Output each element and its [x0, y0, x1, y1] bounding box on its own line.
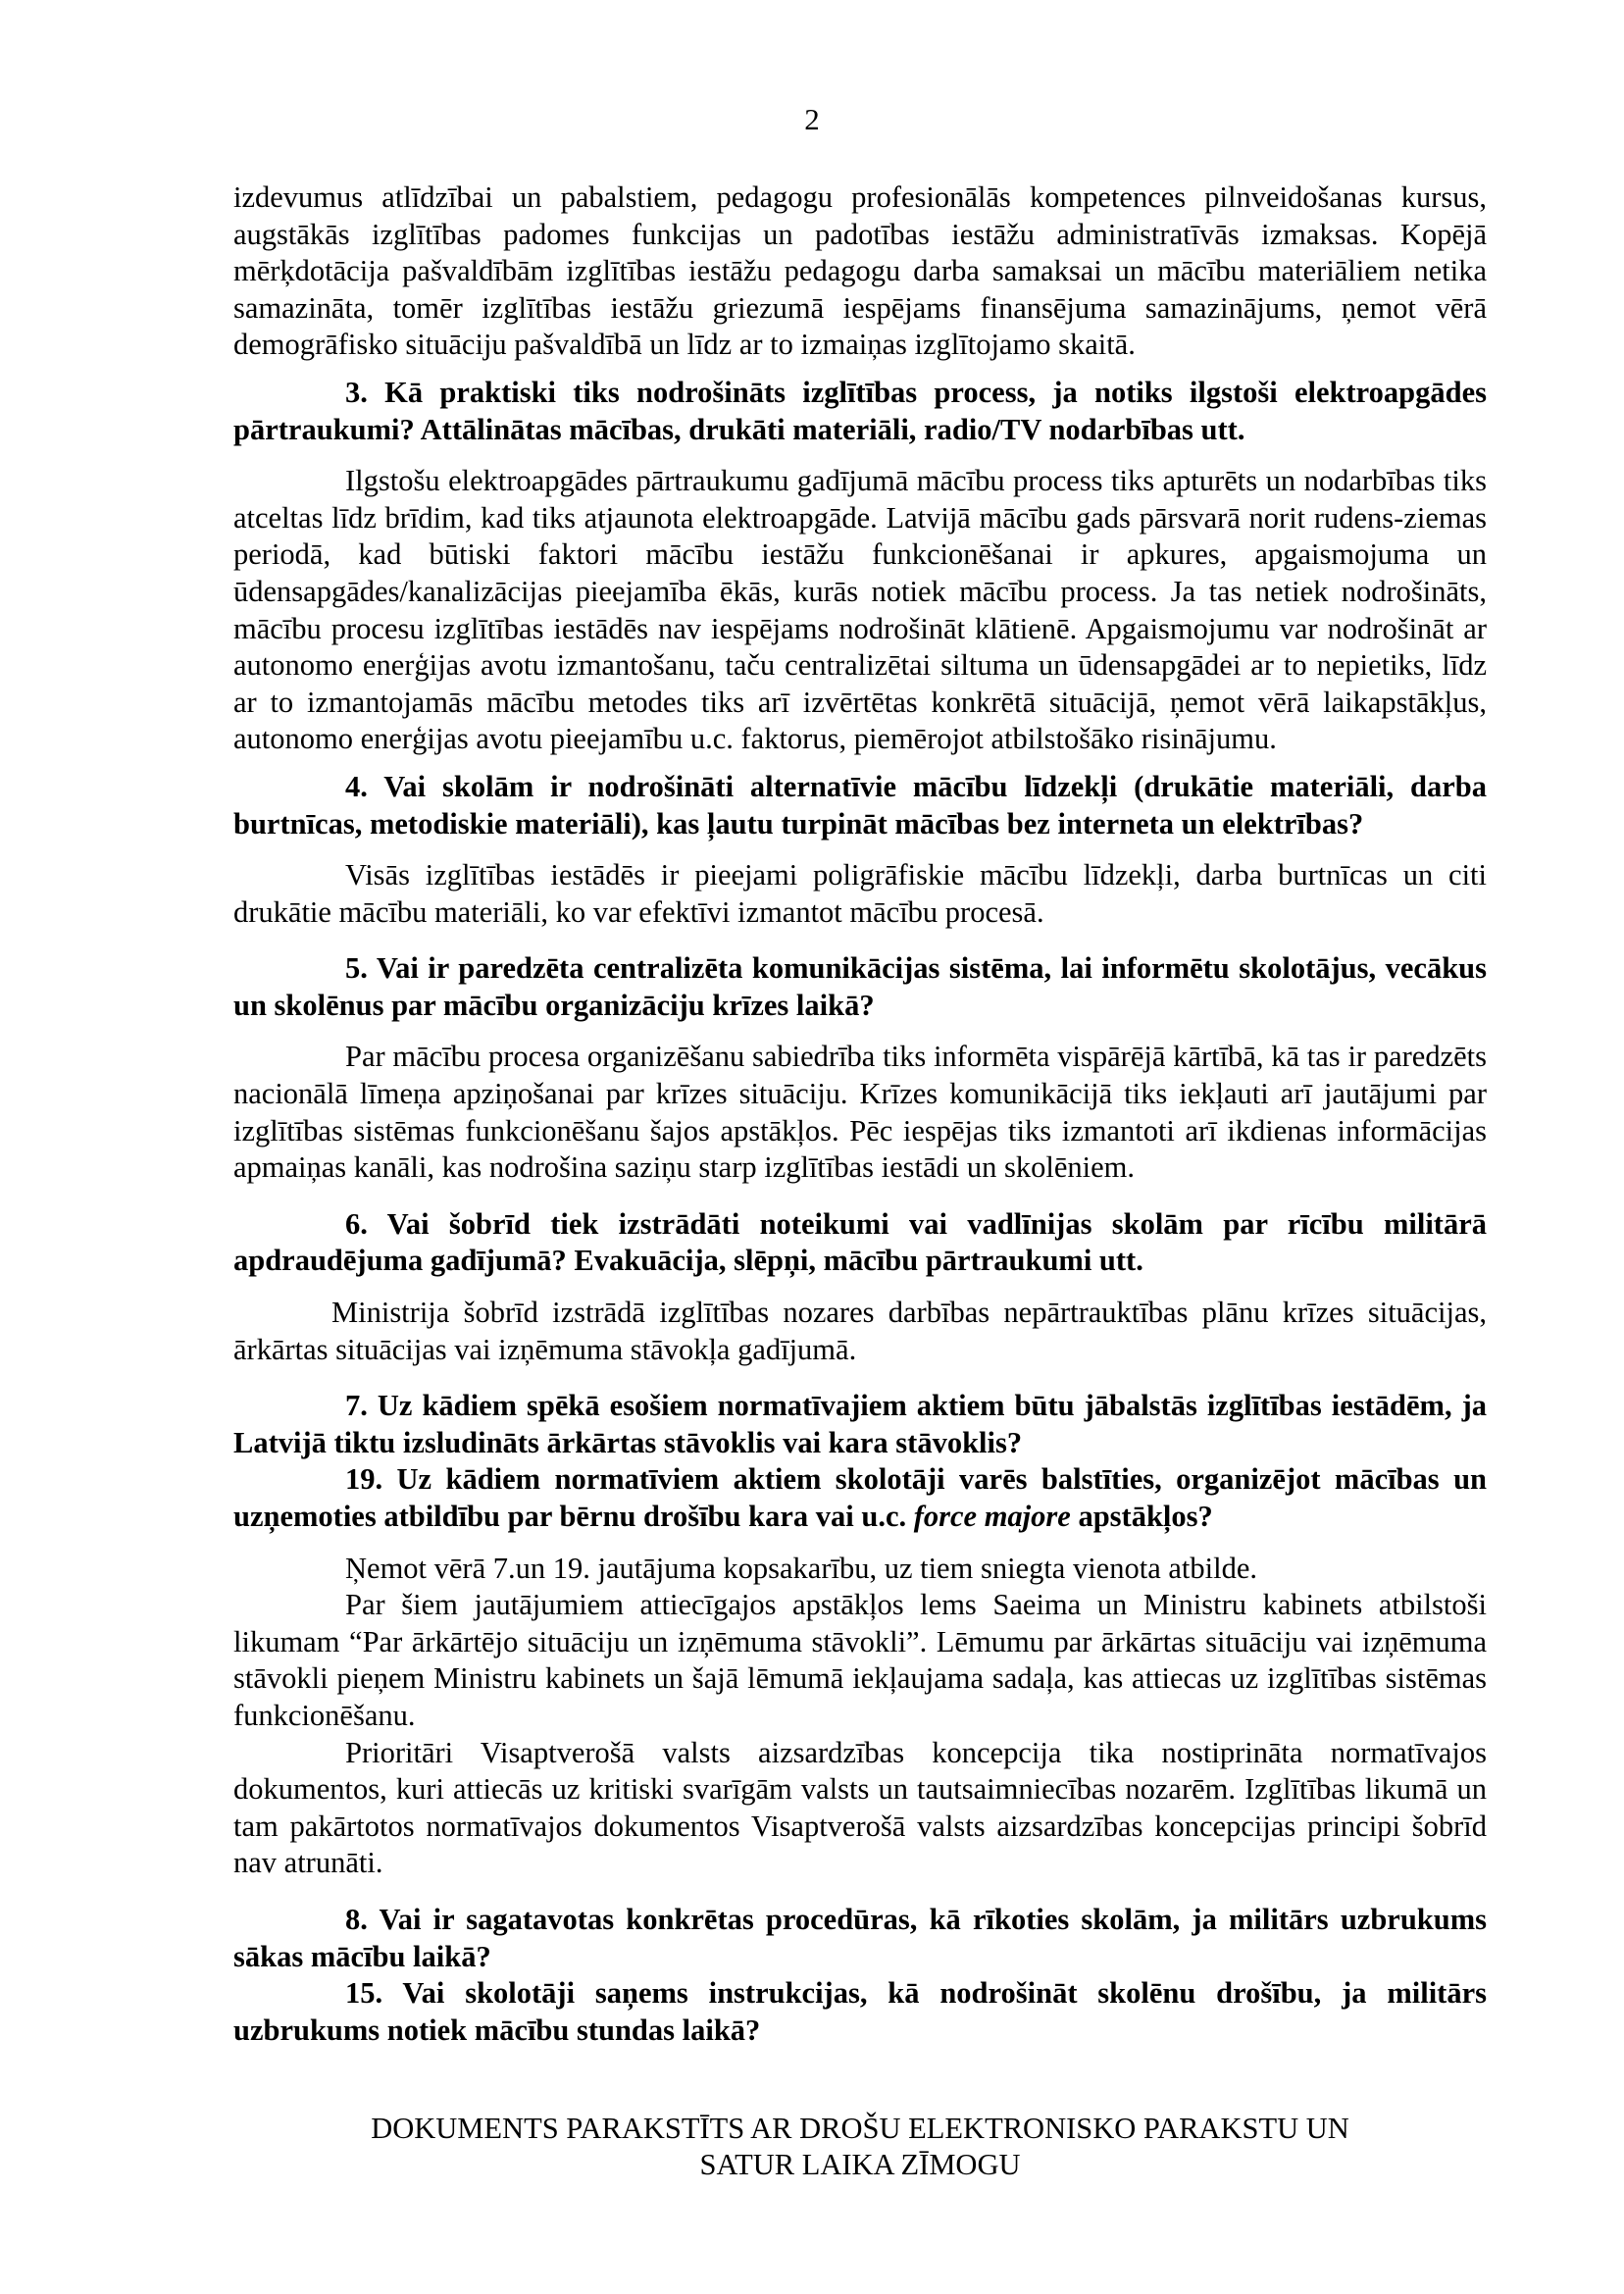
answer-4: Visās izglītības iestādēs ir pieejami poligrāfiskie mācību līdzekļi, darba burtnīcas un citi drukātie mācību materiāli, ko var efektīvi izmantot mācību procesā.: [233, 858, 1487, 929]
answer-5: Par mācību procesa organizēšanu sabiedrība tiks informēta vispārējā kārtībā, kā tas ir paredzēts nacionālā līmeņa apziņošanai par krīzes situāciju. Krīzes komunikācijā tiks iekļauti arī jautājumi par izglītības sistēmas funkcionēšanu šajos apstākļos. Pēc iespējas tiks izmantoti arī ikdienas informācijas apmaiņas kanāli, kas nodrošina saziņu starp izglītības iestādi un skolēniem.: [233, 1040, 1487, 1185]
signature-notice-line-1: DOKUMENTS PARAKSTĪTS AR DROŠU ELEKTRONISKO PARAKSTU UN: [371, 2112, 1349, 2145]
signature-notice: [233, 2111, 1487, 2183]
answer-7-19-concept: Prioritāri Visaptverošā valsts aizsardzības koncepcija tika nostiprināta normatīvajos dokumentos, kuri attiecās uz kritiski svarīgām valsts un tautsaimniecības nozarēm. Izglītības likumā un tam pakārtotos normatīvajos dokumentos Visaptverošā valsts aizsardzības koncepcijas principi šobrīd nav atrunāti.: [233, 1735, 1487, 1880]
answer-6: Ministrija šobrīd izstrādā izglītības nozares darbības nepārtrauktības plānu krīzes situācijas, ārkārtas situācijas vai izņēmuma stāvokļa gadījumā.: [233, 1296, 1487, 1366]
question-3: 3. Kā praktiski tiks nodrošināts izglītības process, ja notiks ilgstoši elektroapgādes pārtraukumi? Attālinātas mācības, drukāti materiāli, radio/TV nodarbības utt.: [233, 375, 1487, 446]
question-19: [233, 1461, 1487, 1535]
question-19-text-end: apstākļos?: [1070, 1500, 1213, 1533]
question-7: 7. Uz kādiem spēkā esošiem normatīvajiem aktiem būtu jābalstās izglītības iestādēm, ja Latvijā tiktu izsludināts ārkārtas stāvoklis vai kara stāvoklis?: [233, 1389, 1487, 1459]
question-5: 5. Vai ir paredzēta centralizēta komunikācijas sistēma, lai informētu skolotājus, vecākus un skolēnus par mācību organizāciju krīzes laikā?: [233, 951, 1487, 1022]
question-6: 6. Vai šobrīd tiek izstrādāti noteikumi vai vadlīnijas skolām par rīcību militārā apdraudējuma gadījumā? Evakuācija, slēpņi, mācību pārtraukumi utt.: [233, 1206, 1487, 1278]
question-8: 8. Vai ir sagatavotas konkrētas procedūras, kā rīkoties skolām, ja militārs uzbrukums sākas mācību laikā?: [233, 1902, 1487, 1973]
question-19-italic: force majore: [913, 1500, 1071, 1533]
question-19-text-start: 19. Uz kādiem normatīviem aktiem skolotāji varēs balstīties, organizējot mācības un uzņemoties atbildību par bērnu drošību kara vai u.c.: [233, 1462, 1487, 1533]
document-body: [233, 179, 1487, 2049]
answer-7-19-intro: Ņemot vērā 7.un 19. jautājuma kopsakarību, uz tiem sniegta vienota atbilde.: [345, 1551, 1257, 1585]
question-15: 15. Vai skolotāji saņems instrukcijas, kā nodrošināt skolēnu drošību, ja militārs uzbrukums notiek mācību stundas laikā?: [233, 1976, 1487, 2047]
question-4: 4. Vai skolām ir nodrošināti alternatīvie mācību līdzekļi (drukātie materiāli, darba burtnīcas, metodiskie materiāli), kas ļautu turpināt mācības bez interneta un elektrības?: [233, 769, 1487, 841]
paragraph-continuation: izdevumus atlīdzībai un pabalstiem, pedagogu profesionālās kompetences pilnveidošanas kursus, augstākās izglītības padomes funkcijas un padotības iestāžu administratīvās izmaksas. Kopējā mērķdotācija pašvaldībām izglītības iestāžu pedagogu darba samaksai un mācību materiāliem netika samazināta, tomēr izglītības iestāžu griezumā iespējams finansējuma samazinājums, ņemot vērā demogrāfisko situāciju pašvaldībā un līdz ar to izmaiņas izglītojamo skaitā.: [233, 180, 1487, 362]
answer-3: Ilgstošu elektroapgādes pārtraukumu gadījumā mācību process tiks apturēts un nodarbības tiks atceltas līdz brīdim, kad tiks atjaunota elektroapgāde. Latvijā mācību gads pārsvarā norit rudens-ziemas periodā, kad būtiski faktori mācību iestāžu funkcionēšanai ir apkures, apgaismojuma un ūdensapgādes/kanalizācijas pieejamība ēkās, kurās notiek mācību process. Ja tas netiek nodrošināts, mācību procesu izglītības iestādēs nav iespējams nodrošināt klātienē. Apgaismojumu var nodrošināt ar autonomo enerģijas avotu izmantošanu, taču centralizētai siltuma un ūdensapgādei ar to nepietiks, līdz ar to izmantojamās mācību metodes tiks arī izvērtētas konkrētā situācijā, ņemot vērā laikapstākļus, autonomo enerģijas avotu pieejamību u.c. faktorus, piemērojot atbilstošāko risinājumu.: [233, 464, 1487, 756]
signature-notice-line-2: SATUR LAIKA ZĪMOGU: [699, 2148, 1021, 2181]
answer-7-19-legal: Par šiem jautājumiem attiecīgajos apstākļos lems Saeima un Ministru kabinets atbilstoši likumam “Par ārkārtējo situāciju un izņēmuma stāvokli”. Lēmumu par ārkārtas situāciju vai izņēmuma stāvokli pieņem Ministru kabinets un šajā lēmumā iekļaujama sadaļa, kas attiecas uz izglītības sistēmas funkcionēšanu.: [233, 1588, 1487, 1732]
page-number: 2: [804, 102, 820, 136]
